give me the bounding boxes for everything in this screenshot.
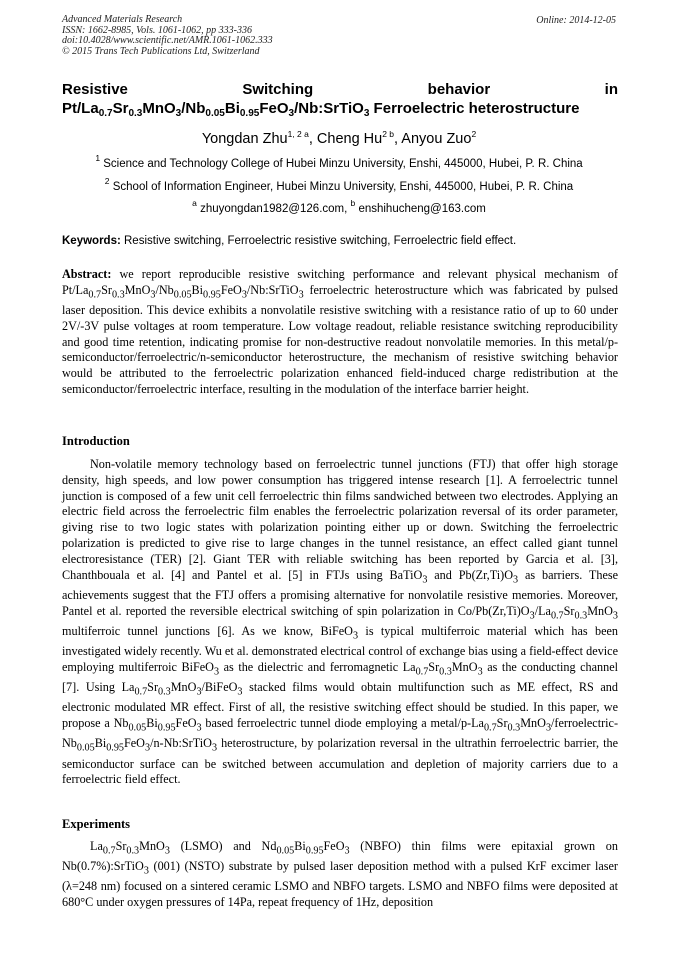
keywords-label: Keywords: [62, 235, 121, 247]
introduction-heading: Introduction [62, 434, 130, 448]
abstract-label: Abstract: [62, 267, 112, 281]
doi-line: doi:10.4028/www.scientific.net/AMR.1061-1062.333 [62, 35, 273, 46]
keywords-text: Resistive switching, Ferroelectric resistive switching, Ferroelectric field effect. [120, 235, 517, 247]
paper-title [62, 80, 618, 118]
copyright-line: © 2015 Trans Tech Publications Ltd, Switzerland [62, 45, 260, 57]
keywords [62, 235, 618, 247]
title-line-2: $Pt/La_{0.7}Sr_{0.3}MnO_3/Nb_{0.05}Bi_{0.95}FeO_3/Nb:SrTiO_3$ Ferroelectric heterostructure [62, 100, 580, 119]
online-date: Online: 2014-12-05 [536, 15, 616, 26]
experiments-text: $La_{0.7}Sr_{0.3}MnO_3$ (LSMO) and $Nd_{0.05}Bi_{0.95}FeO_3$ (NBFO) thin films were epitaxial grown on Nb(0.7%):SrTiO$_3$ (001) (NSTO) substrate by pulsed laser deposition method with a pulsed KrF excimer laser (λ=248 nm) focused on a sintered ceramic LSMO and NBFO targets. LSMO and NBFO films were deposited at 680°C under oxygen pressures of 14Pa, repeat frequency of 1Hz, deposition [62, 839, 618, 910]
abstract-text: we report reproducible resistive switching performance and relevant physical mechanism of $Pt/La_{0.7}Sr_{0.3}MnO_3/Nb_{0.05}Bi_{0.95}FeO_3/Nb:SrTiO_3$ ferroelectric heterostructure which was fabricated by pulsed laser deposition. This device exhibits a nonvolatile resistive switching with a resistance ratio of up to 60 under 2V/-3V pulse voltages at room temperature. Low voltage readout, reliable resistance switching reproducibility and good time retention, indicating promise for non-destructive readout nonvolatile memories. In this metal/p-semiconductor/ferroelectric/n-semiconductor heterostructure, the mechanism of resistive switching behavior would be attributed to the ferroelectric polarization enhanced field-induced charge redistribution at the semiconductor/ferroelectric interface, resulting in the modulation of the interface barrier height. [62, 267, 618, 397]
abstract [62, 267, 618, 398]
journal-header [62, 15, 618, 57]
author-emails: $^a$ zhuyongdan1982@126.com, $^b$ enshihucheng@163.com [192, 198, 486, 215]
title-word: in [604, 81, 618, 98]
introduction-text: Non-volatile memory technology based on ferroelectric tunnel junctions (FTJ) that offer high storage density, high speeds, and low power consumption has triggered intense research [1]. A ferroelectric tunnel junction is composed of a few unit cell ferroelectric thin films sandwiched between two electrodes. Applying an electric field across the ferroelectric film enables the ferroelectric polarization reversal of its order parameter, giving rise to two logic states with polarization pointing either up or down. Switching the ferroelectric polarization is predicted to give rise to large changes in the tunnel resistance, an effect called giant tunnel electroresistance (TER) [2]. Giant TER with reliable switching has been reported by Garcia et al. [3], Chanthbouala et al. [4] and Pantel et al. [5] in FTJs using BaTiO$_3$ and $Pb(Zr,Ti)O_3$ as barriers. These achievements suggest that the FTJ offers a promising alternative for nonvolatile resistive memories. Moreover, Pantel et al. reported the reversible electrical switching of spin polarization in $Co/Pb(Zr,Ti)O_3/La_{0.7}Sr_{0.3}MnO_3$ multiferroic tunnel junctions [6]. As we know, BiFeO$_3$ is typical multiferroic material which has been investigated widely recently. Wu et al. demonstrated electrical control of exchange bias using a field-effect device employing multiferroic BiFeO$_3$ as the dielectric and ferromagnetic $La_{0.7}Sr_{0.3}MnO_3$ as the conducting channel [7]. Using $La_{0.7}Sr_{0.3}MnO_3/BiFeO_3$ stacked films would obtain multifunction such as ME effect, RS and electronic modulated MR effect. First of all, the resistive switching effect should be studied. In this paper, we propose a $Nb_{0.05}Bi_{0.95}FeO_3$ based ferroelectric tunnel diode employing a metal/$p-La_{0.7}Sr_{0.3}MnO_3/ferroelectric-Nb_{0.05}Bi_{0.95}FeO_3/n-Nb:SrTiO_3$ heterostructure, by polarization reversal in the ultrathin ferroelectric barrier, the semiconductor surface can be switched between accumulation and depletion of majority carriers due to a ferroelectric field effect. [62, 457, 619, 787]
author-list: Yongdan Zhu$^{1, 2 a}$, Cheng $Hu^{2 b}$, Anyou Zuo$^2$ [201, 129, 477, 147]
issn-line: ISSN: 1662-8985, Vols. 1061-1062, pp 333-336 [62, 24, 252, 36]
title-line-1 [62, 80, 618, 99]
affiliation-2: $^2$ School of Information Engineer, Hubei Minzu University, Enshi, 445000, Hubei, P. R. China [104, 176, 574, 193]
journal-name: Advanced Materials Research [62, 14, 183, 25]
title-word: Switching [242, 81, 314, 98]
title-word: Resistive [62, 81, 128, 98]
title-word: behavior [427, 81, 491, 98]
affiliation-1: $^1$ Science and Technology College of Hubei Minzu University, Enshi, 445000, Hubei, P. R. China [95, 153, 583, 170]
experiments-heading: Experiments [62, 817, 131, 831]
